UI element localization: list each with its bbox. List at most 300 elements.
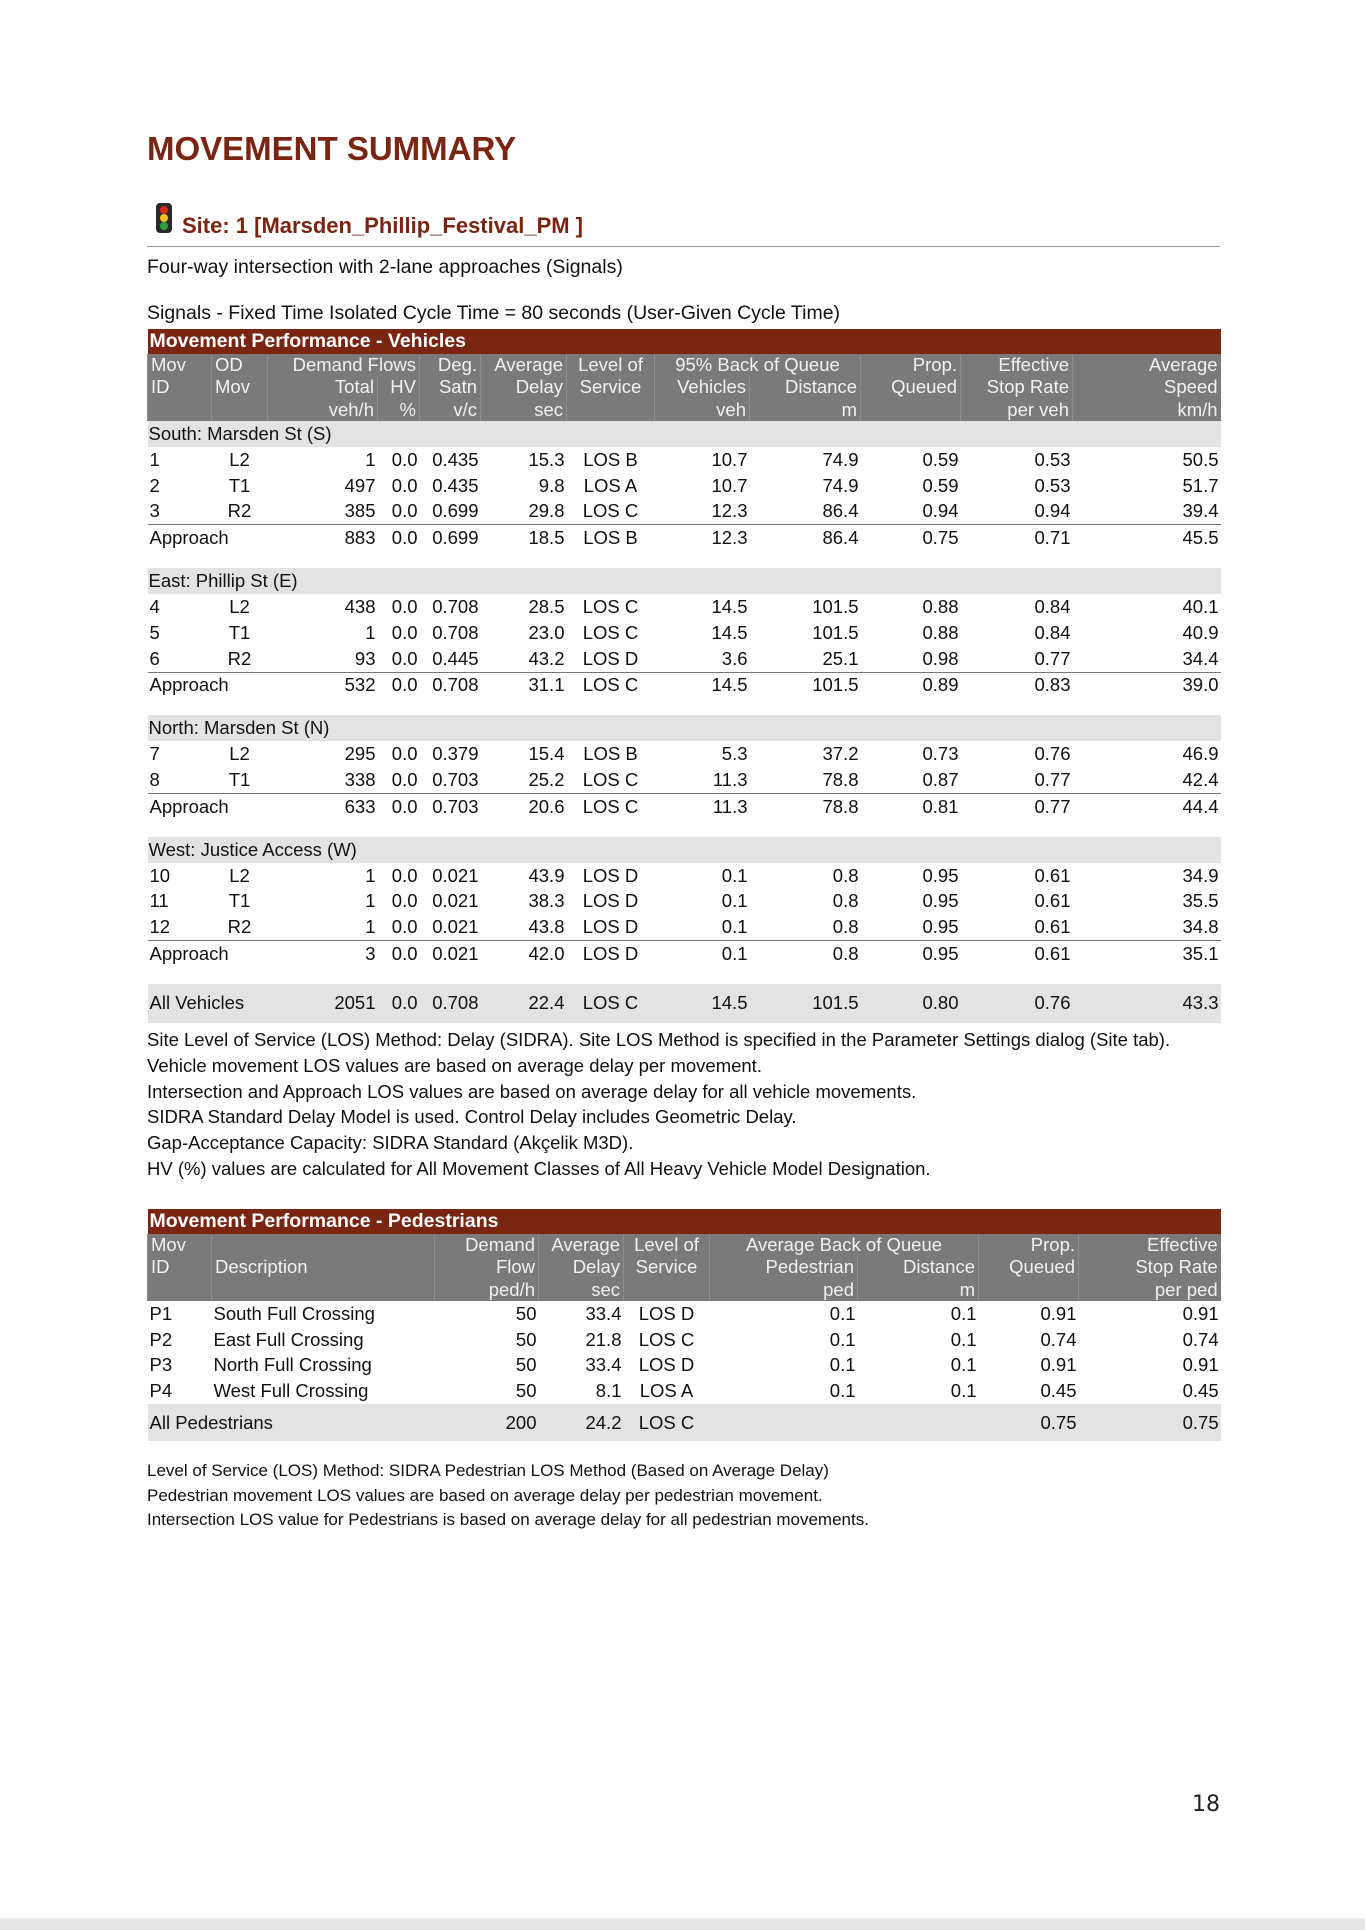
table-cell: All Pedestrians [148,1404,435,1441]
table-cell: 43.2 [528,647,565,669]
table-cell: 0.8 [750,941,861,968]
table-cell: 0.0 [391,769,418,791]
table-header-row [148,354,1221,376]
table-cell: 12 [149,916,171,938]
table-cell: 0.53 [1034,448,1071,470]
unit-cell: v/c [420,398,481,421]
note-line: Site Level of Service (LOS) Method: Delay (SIDRA). Site LOS Method is specified in the Parameter Settings dialog (Site tab). [147,1029,1171,1050]
table-cell: 101.5 [750,672,861,699]
table-cell: 0.0 [391,621,418,643]
header-cell: 95% Back of Queue [655,354,861,376]
table-cell: 0.88 [922,596,959,618]
table-cell: LOS C [582,621,639,643]
table-row [148,594,1221,620]
table-cell: 1 [149,448,160,470]
table-cell: 0.8 [832,890,859,912]
table-cell: 0.699 [420,525,481,552]
table-cell: 2051 [268,984,378,1023]
table-row [148,1353,1221,1379]
table-cell: Approach [148,525,268,552]
table-cell: 28.5 [528,596,565,618]
table-cell: 6 [149,647,160,669]
table-cell: 31.1 [481,672,567,699]
table-cell: 0.75 [979,1404,1079,1441]
table-cell: Approach [148,793,268,820]
table-cell: 0.435 [432,474,479,496]
approach-row [148,941,1221,968]
table-cell: 0.95 [922,864,959,886]
table-cell: P2 [149,1328,173,1350]
header-cell: ID [148,376,212,398]
table-cell: 34.9 [1182,864,1219,886]
table-cell: 0.1 [829,1380,856,1402]
table-cell [858,1404,979,1441]
table-cell: 12.3 [711,500,748,522]
table-cell: 0.61 [1034,864,1071,886]
pedestrians-table-title: Movement Performance - Pedestrians [148,1209,1221,1234]
table-cell: 0.77 [1034,769,1071,791]
header-cell: Level of [624,1234,710,1256]
table-cell: 23.0 [528,621,565,643]
table-cell: 0.1 [721,890,748,912]
table-cell: 40.1 [1182,596,1219,618]
table-cell: 0.1 [829,1328,856,1350]
spacer-row [148,552,1221,569]
table-cell: 3 [149,500,160,522]
header-cell: Mov [148,354,212,376]
header-cell: Pedestrian [710,1256,858,1278]
table-cell: 0.91 [1182,1354,1219,1376]
table-cell: 0.73 [922,743,959,765]
table-cell: 21.8 [585,1328,622,1350]
table-cell: 101.5 [812,621,859,643]
table-cell: 86.4 [822,500,859,522]
table-cell: L2 [229,743,250,765]
header-cell: Average [481,354,567,376]
table-cell: 0.1 [829,1354,856,1376]
table-cell: 0.0 [378,525,420,552]
table-cell: 42.0 [481,941,567,968]
table-cell: 4 [149,596,160,618]
header-cell: Prop. [861,354,961,376]
table-cell: North Full Crossing [213,1354,372,1376]
header-cell: Effective [961,354,1073,376]
table-cell: 0.0 [391,890,418,912]
table-cell: 0.45 [1040,1380,1077,1402]
table-cell: 45.5 [1073,525,1221,552]
table-cell: LOS D [638,1302,695,1324]
table-cell: 0.95 [922,916,959,938]
page-number: 18 [1192,1792,1220,1817]
unit-cell: sec [481,398,567,421]
vehicles-table [147,329,1221,1023]
table-cell: 1 [365,890,376,912]
table-cell: 10 [149,864,171,886]
note-line: Intersection LOS value for Pedestrians is based on average delay for all pedestrian movements. [147,1510,869,1529]
table-cell: 633 [268,793,378,820]
table-row [148,1327,1221,1353]
table-cell: 0.89 [861,672,961,699]
table-cell: 0.95 [861,941,961,968]
table-cell: L2 [229,596,250,618]
table-cell: LOS D [582,890,639,912]
table-cell: LOS C [582,596,639,618]
table-cell: 101.5 [812,596,859,618]
table-cell: 497 [344,474,376,496]
table-cell: 11.3 [712,769,748,791]
table-units-row [148,1278,1221,1301]
table-cell: 101.5 [750,984,861,1023]
header-cell: Vehicles [655,376,750,398]
table-cell: 385 [344,500,376,522]
table-cell: 0.88 [922,621,959,643]
spacer-cell [148,552,1221,569]
table-row [148,863,1221,889]
table-cell: 43.3 [1073,984,1221,1023]
all-pedestrians-row [148,1404,1221,1441]
table-cell: 7 [149,743,160,765]
header-cell: OD [212,354,268,376]
table-cell: 0.61 [1034,890,1071,912]
table-cell: 338 [344,769,376,791]
table-cell: 0.95 [922,890,959,912]
unit-cell: ped/h [435,1278,539,1301]
header-cell: Service [567,376,655,398]
table-row [148,1378,1221,1404]
table-cell: 0.379 [432,743,479,765]
table-cell: 0.80 [861,984,961,1023]
table-cell: 0.74 [1182,1328,1219,1350]
table-cell: 20.6 [481,793,567,820]
table-cell: 51.7 [1182,474,1219,496]
site-header [147,198,1220,247]
table-cell: 0.8 [832,916,859,938]
unit-cell: ped [710,1278,858,1301]
table-cell: LOS C [624,1404,710,1441]
table-cell: 0.98 [922,647,959,669]
table-cell: T1 [228,890,251,912]
unit-cell: sec [539,1278,624,1301]
table-cell: Approach [148,672,268,699]
table-cell: 0.59 [922,474,959,496]
table-cell: 42.4 [1182,769,1219,791]
signals-info: Signals - Fixed Time Isolated Cycle Time = 80 seconds (User-Given Cycle Time) [147,302,841,324]
table-cell: 0.75 [861,525,961,552]
table-cell: 0.1 [721,916,748,938]
table-cell: 0.0 [378,984,420,1023]
note-line: Vehicle movement LOS values are based on average delay per movement. [147,1054,762,1076]
table-cell: 43.8 [528,916,565,938]
table-cell: 0.87 [922,769,959,791]
header-cell [148,398,212,421]
table-cell: 34.4 [1182,647,1219,669]
table-cell: 1 [365,621,376,643]
table-cell: 0.708 [420,984,481,1023]
table-cell: 15.3 [528,448,565,470]
table-cell: LOS A [583,474,638,496]
table-cell: 9.8 [538,474,565,496]
site-title: Site: 1 [Marsden_Phillip_Festival_PM ] [182,213,584,238]
table-row [148,889,1221,915]
table-cell: 15.4 [528,743,565,765]
section-header-row [148,421,1221,447]
table-cell: 0.84 [1034,621,1071,643]
table-row [148,499,1221,525]
table-cell: 50 [515,1354,537,1376]
table-cell: 0.77 [1034,647,1071,669]
spacer-cell [148,699,1221,716]
header-cell: Speed [1073,376,1221,398]
table-cell: 0.76 [1034,743,1071,765]
header-cell: Mov [212,376,268,398]
table-cell: 0.0 [391,500,418,522]
header-cell: Distance [750,376,861,398]
table-cell: LOS C [582,769,639,791]
spacer-row [148,820,1221,837]
table-cell: 34.8 [1182,916,1219,938]
table-cell: LOS C [582,500,639,522]
approach-row [148,793,1221,820]
table-cell [710,1404,858,1441]
header-cell: Demand Flows [268,354,420,376]
vehicle-notes [147,1027,1220,1182]
table-cell: 39.4 [1182,500,1219,522]
pedestrians-table [147,1209,1221,1441]
section-header-row [148,568,1221,594]
table-row [148,447,1221,473]
table-cell: 14.5 [711,596,748,618]
unit-cell: per ped [1079,1278,1221,1301]
note-line: Level of Service (LOS) Method: SIDRA Pedestrian LOS Method (Based on Average Delay) [147,1461,829,1480]
table-cell: 0.0 [391,916,418,938]
table-cell: 1 [365,916,376,938]
table-row [148,914,1221,940]
header-cell: Delay [481,376,567,398]
table-cell: 0.0 [378,793,420,820]
table-cell: 0.83 [961,672,1073,699]
table-cell: 50 [515,1328,537,1350]
table-cell: 40.9 [1182,621,1219,643]
table-cell: 0.61 [961,941,1073,968]
table-cell: 0.71 [961,525,1073,552]
table-cell: 0.53 [1034,474,1071,496]
table-cell: 5.3 [721,743,748,765]
table-cell: 44.4 [1073,793,1221,820]
table-cell: South: Marsden St (S) [148,421,1221,447]
header-cell [979,1278,1079,1301]
table-cell: 0.021 [432,916,479,938]
table-cell: P4 [149,1380,173,1402]
table-cell: 25.1 [822,647,859,669]
table-cell: 0.1 [950,1354,977,1376]
approach-row [148,672,1221,699]
table-cell: 74.9 [822,448,859,470]
table-cell: 532 [268,672,378,699]
pedestrian-notes [147,1459,1220,1533]
header-cell: Service [624,1256,710,1278]
header-cell: Deg. [420,354,481,376]
table-cell: 0.45 [1182,1380,1219,1402]
table-cell: 22.4 [481,984,567,1023]
table-cell: 86.4 [750,525,861,552]
section-header-row [148,715,1221,741]
table-cell: 0.77 [961,793,1073,820]
unit-cell: % [378,398,420,421]
table-cell: 0.708 [420,672,481,699]
table-cell: LOS D [567,941,655,968]
header-cell: Mov [148,1234,212,1256]
note-line: SIDRA Standard Delay Model is used. Control Delay includes Geometric Delay. [147,1106,797,1128]
header-cell: Queued [979,1256,1079,1278]
table-cell: 24.2 [539,1404,624,1441]
table-cell: East: Phillip St (E) [148,568,1221,594]
table-cell: T1 [228,769,251,791]
intersection-description: Four-way intersection with 2-lane approaches (Signals) [147,256,623,278]
table-cell: 12.3 [655,525,750,552]
header-cell: Stop Rate [1079,1256,1221,1278]
table-row [148,620,1221,646]
table-cell: 1 [365,448,376,470]
table-cell: LOS D [638,1354,695,1376]
table-cell: 93 [354,647,376,669]
table-cell: 0.59 [922,448,959,470]
table-cell: 3.6 [721,647,748,669]
header-cell: Level of [567,354,655,376]
header-cell: Flow [435,1256,539,1278]
table-cell: 35.5 [1182,890,1219,912]
table-cell: 438 [344,596,376,618]
note-line: Pedestrian movement LOS values are based on average delay per pedestrian movement. [147,1485,823,1505]
table-cell: 0.91 [1182,1302,1219,1324]
table-cell: 0.435 [432,448,479,470]
table-cell: 0.1 [829,1302,856,1324]
table-cell: 74.9 [822,474,859,496]
table-row [148,767,1221,793]
table-cell: West Full Crossing [213,1380,369,1402]
table-cell: 8 [149,769,160,791]
header-cell [212,1234,435,1256]
table-cell: South Full Crossing [213,1302,375,1324]
table-cell: 50 [515,1380,537,1402]
spacer-row [148,967,1221,984]
table-cell: L2 [229,864,250,886]
table-cell: 883 [268,525,378,552]
table-cell: 78.8 [822,769,859,791]
table-cell: R2 [227,500,252,522]
table-cell: 0.84 [1034,596,1071,618]
header-cell: Queued [861,376,961,398]
table-cell: 0.703 [432,769,479,791]
table-cell: LOS C [567,672,655,699]
table-cell: 11.3 [655,793,750,820]
table-cell: 37.2 [822,743,859,765]
spacer-row [148,699,1221,716]
note-line: Intersection and Approach LOS values are based on average delay for all vehicle movements. [147,1080,917,1102]
table-cell: 43.9 [528,864,565,886]
header-cell [212,1278,435,1301]
table-cell: 33.4 [585,1302,622,1324]
table-cell: LOS D [582,864,639,886]
note-line: Gap-Acceptance Capacity: SIDRA Standard (Akçelik M3D). [147,1132,634,1154]
table-cell: 18.5 [481,525,567,552]
table-cell: 0.94 [1034,500,1071,522]
table-cell: 25.2 [528,769,565,791]
page-title: MOVEMENT SUMMARY [147,130,517,167]
table-cell: 0.1 [950,1302,977,1324]
spacer-cell [148,967,1221,984]
table-cell: 11 [149,890,169,912]
table-cell: 0.445 [432,647,479,669]
table-row [148,473,1221,499]
table-cell: 0.8 [832,864,859,886]
table-header-row [148,1234,1221,1256]
header-cell: Average [539,1234,624,1256]
header-cell: Satn [420,376,481,398]
table-cell: 29.8 [528,500,565,522]
table-cell: LOS B [567,525,655,552]
table-cell: LOS C [638,1328,695,1350]
table-row [148,1301,1221,1327]
table-row [148,741,1221,767]
table-cell: 0.0 [391,864,418,886]
table-cell: 0.0 [391,596,418,618]
table-cell: 0.94 [922,500,959,522]
table-cell: Approach [148,941,268,968]
table-cell: 0.1 [950,1328,977,1350]
table-cell: T1 [228,621,251,643]
table-cell: 0.74 [1040,1328,1077,1350]
header-cell: Stop Rate [961,376,1073,398]
unit-cell: m [750,398,861,421]
table-cell: LOS A [639,1380,694,1402]
table-cell: L2 [229,448,250,470]
unit-cell: per veh [961,398,1073,421]
header-cell: ID [148,1256,212,1278]
table-cell: 0.0 [391,647,418,669]
table-cell: 14.5 [655,984,750,1023]
all-vehicles-row [148,984,1221,1023]
table-cell: 0.81 [861,793,961,820]
header-cell: Average Back of Queue [710,1234,979,1256]
header-cell: Total [268,376,378,398]
table-cell: T1 [228,474,251,496]
header-cell [148,1278,212,1301]
header-cell: HV [378,376,420,398]
unit-cell: km/h [1073,398,1221,421]
table-row [148,646,1221,672]
table-cell: 33.4 [585,1354,622,1376]
table-cell: LOS D [582,916,639,938]
table-cell: 0.021 [432,890,479,912]
table-cell: 14.5 [711,621,748,643]
table-cell: 50.5 [1182,448,1219,470]
vehicles-table-title: Movement Performance - Vehicles [148,329,1221,354]
table-cell: LOS D [582,647,639,669]
table-cell: P3 [149,1354,173,1376]
header-cell [212,398,268,421]
table-cell: 78.8 [750,793,861,820]
table-cell: 3 [268,941,378,968]
table-cell: 46.9 [1182,743,1219,765]
table-cell: 8.1 [595,1380,622,1402]
table-cell: 0.0 [378,941,420,968]
table-cell: 0.75 [1079,1404,1221,1441]
unit-cell: m [858,1278,979,1301]
table-cell: 10.7 [711,448,748,470]
table-cell: 0.1 [721,864,748,886]
table-cell: LOS B [583,743,638,765]
table-cell: 0.0 [391,474,418,496]
